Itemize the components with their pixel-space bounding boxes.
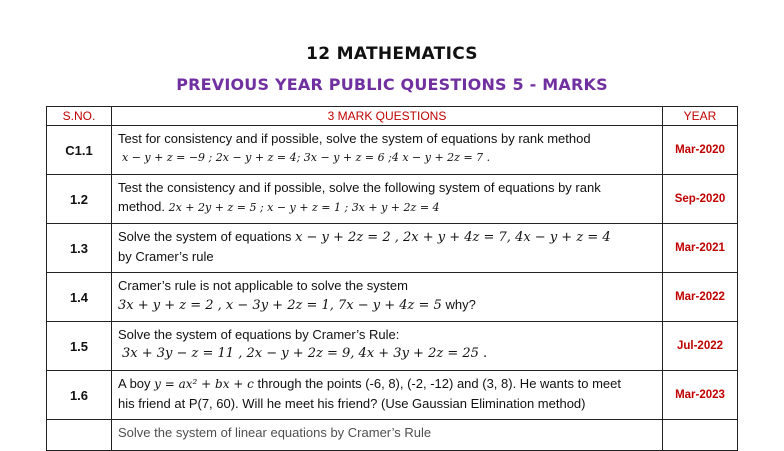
question-line bbox=[118, 227, 656, 247]
row-sno: 1.2 bbox=[47, 175, 112, 224]
row-question bbox=[112, 371, 663, 420]
row-sno: 1.3 bbox=[47, 224, 112, 273]
table-row bbox=[47, 420, 738, 451]
row-question bbox=[112, 175, 663, 224]
question-line: Test for consistency and if possible, solve the system of equations by rank method bbox=[118, 131, 591, 146]
column-header-questions: 3 MARK QUESTIONS bbox=[112, 107, 663, 126]
question-line-2 bbox=[118, 197, 656, 217]
question-text: A boy bbox=[118, 376, 151, 391]
row-question bbox=[112, 273, 663, 322]
question-line-2 bbox=[118, 295, 656, 315]
table-row bbox=[47, 224, 738, 273]
question-text: Solve the system of equations bbox=[118, 229, 292, 244]
question-equation: x − y + z = −9 ; 2x − y + z = 4; 3x − y + z = 6 ;4 x − y + 2z = 7 . bbox=[122, 151, 491, 164]
table-row bbox=[47, 371, 738, 420]
question-equation: y = ax² + bx + c bbox=[154, 377, 254, 391]
row-year: Mar-2020 bbox=[663, 126, 738, 175]
question-equation: 3x + 3y − z = 11 , 2x − y + 2z = 9, 4x + 3y + 2z = 25 . bbox=[122, 346, 488, 361]
row-question bbox=[112, 126, 663, 175]
row-sno: 1.5 bbox=[47, 322, 112, 371]
table-row bbox=[47, 126, 738, 175]
question-equation: 3x + y + z = 2 , x − 3y + 2z = 1, 7x − y + 4z = 5 bbox=[118, 298, 442, 313]
row-sno: 1.6 bbox=[47, 371, 112, 420]
question-text: through the points (-6, 8), (-2, -12) and (3, 8). He wants to meet bbox=[257, 376, 621, 391]
table-row bbox=[47, 273, 738, 322]
question-equation: 2x + 2y + z = 5 ; x − y + z = 1 ; 3x + y + 2z = 4 bbox=[168, 201, 440, 214]
question-line: Solve the system of equations by Cramer’s Rule: bbox=[118, 327, 400, 342]
page-title: 12 MATHEMATICS bbox=[306, 44, 478, 64]
column-header-year: YEAR bbox=[663, 107, 738, 126]
question-line bbox=[118, 374, 656, 394]
table-row bbox=[47, 322, 738, 371]
page-subtitle: PREVIOUS YEAR PUBLIC QUESTIONS 5 - MARKS bbox=[176, 75, 608, 94]
question-line: Test the consistency and if possible, solve the following system of equations by rank bbox=[118, 180, 601, 195]
question-text: why? bbox=[445, 297, 476, 312]
column-header-sno: S.NO. bbox=[47, 107, 112, 126]
question-line: Solve the system of linear equations by Cramer’s Rule bbox=[118, 425, 432, 440]
row-sno: C1.1 bbox=[47, 126, 112, 175]
row-question bbox=[112, 420, 663, 451]
row-year: Jul-2022 bbox=[663, 322, 738, 371]
table-row bbox=[47, 175, 738, 224]
questions-table bbox=[46, 106, 738, 451]
question-line-2: by Cramer’s rule bbox=[118, 249, 214, 264]
question-text: method. bbox=[118, 199, 165, 214]
row-year: Mar-2022 bbox=[663, 273, 738, 322]
row-question bbox=[112, 224, 663, 273]
row-year: Sep-2020 bbox=[663, 175, 738, 224]
row-year bbox=[663, 420, 738, 451]
question-line-2: his friend at P(7, 60). Will he meet his friend? (Use Gaussian Elimination method) bbox=[118, 396, 586, 411]
row-year: Mar-2023 bbox=[663, 371, 738, 420]
row-sno bbox=[47, 420, 112, 451]
question-equation: x − y + 2z = 2 , 2x + y + 4z = 7, 4x − y + z = 4 bbox=[295, 230, 611, 245]
question-line: Cramer’s rule is not applicable to solve the system bbox=[118, 278, 408, 293]
row-year: Mar-2021 bbox=[663, 224, 738, 273]
row-sno: 1.4 bbox=[47, 273, 112, 322]
row-question bbox=[112, 322, 663, 371]
table-header-row bbox=[47, 107, 738, 126]
